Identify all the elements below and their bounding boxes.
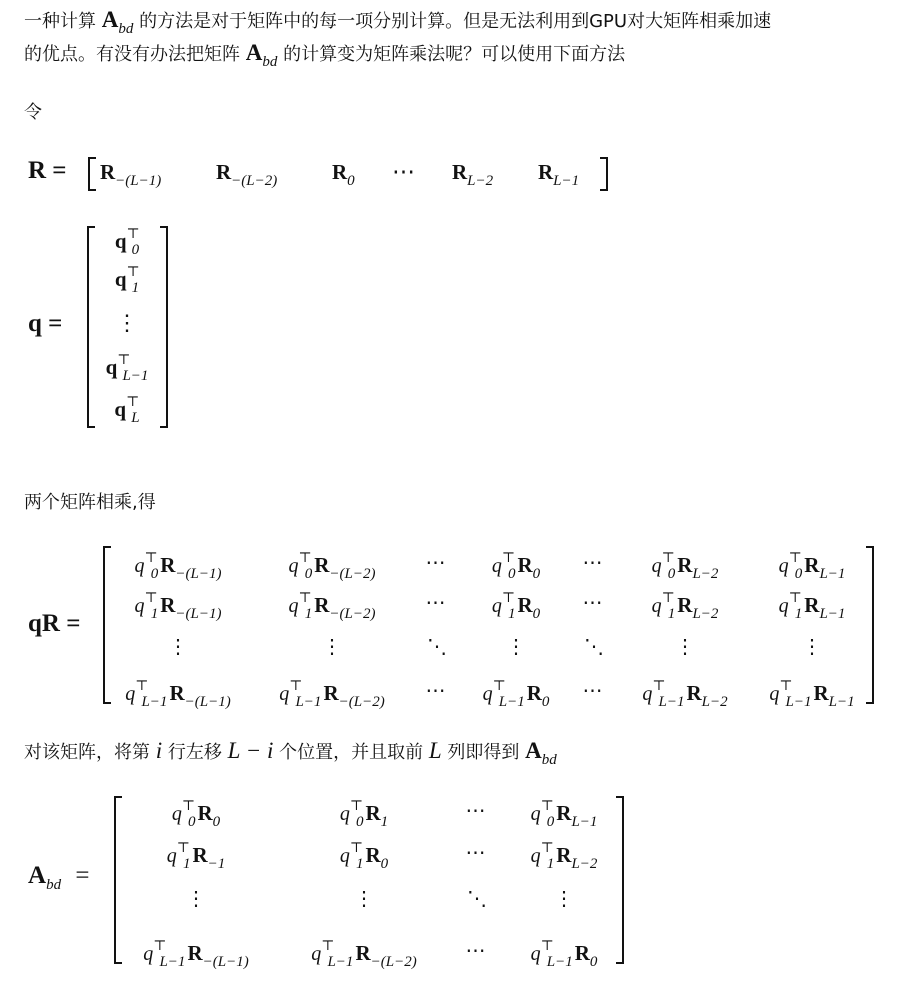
- qR-matrix-cell: $q^⊤_1R_{L-2}$: [651, 591, 719, 622]
- qR-matrix-cell: ⋮: [802, 636, 822, 658]
- Abd-matrix-cell: ⋯: [465, 800, 489, 822]
- qR-matrix-cell: ⋯: [582, 592, 606, 614]
- qR-matrix-cell: ⋮: [322, 636, 342, 658]
- shift-text-c: 个位置，并且取前: [279, 742, 424, 763]
- intro-line-1: [24, 7, 771, 42]
- R-vector-entry: ⋯: [392, 159, 418, 184]
- intro-text-1b: 的方法是对于矩阵中的每一项分别计算。但是无法利用到GPU对大矩阵相乘加速: [139, 11, 772, 32]
- R-vector-entry: $R_0$: [332, 160, 355, 189]
- shift-expr: L − i: [227, 738, 274, 763]
- qR-matrix-cell: $q^⊤_0R_{-(L-2)}$: [288, 551, 376, 582]
- q-vector-entry: $q^⊤_1$: [114, 265, 140, 296]
- R-vector-entry: $R_{-(L-1)}$: [100, 160, 162, 189]
- qR-eq-label: qR =: [28, 610, 81, 637]
- qR-matrix-cell: $q^⊤_0R_{L-1}$: [778, 551, 846, 582]
- shift-i: i: [155, 738, 163, 763]
- qR-matrix-cell: $q^⊤_1R_{L-1}$: [778, 591, 846, 622]
- qR-matrix-cell: $q^⊤_1R_0$: [491, 591, 541, 622]
- qR-matrix-cell: ⋮: [506, 636, 526, 658]
- shift-text-d: 列即得到: [447, 742, 520, 763]
- q-vector-entry: $q^⊤_0$: [114, 227, 140, 258]
- Abd-matrix-cell: ⋯: [465, 842, 489, 864]
- shift-text-a: 对该矩阵，将第: [24, 742, 150, 763]
- Abd-matrix-cell: $q^⊤_0R_0$: [171, 799, 221, 830]
- Abd-matrix-cell: $q^⊤_{L-1}R_0$: [530, 939, 598, 970]
- intro-text-1a: 一种计算: [24, 11, 96, 32]
- R-eq-label: R =: [28, 157, 67, 184]
- qR-matrix-cell: $q^⊤_0R_{-(L-1)}$: [134, 551, 222, 582]
- abd-symbol-inline-2: $A_{bd}$: [245, 40, 278, 70]
- qR-matrix-cell: ⋯: [425, 680, 449, 702]
- qR-matrix-cell: $q^⊤_{L-1}R_0$: [482, 679, 550, 710]
- R-left-bracket: [88, 157, 96, 191]
- qR-right-bracket: [866, 546, 874, 704]
- q-eq-label: q =: [28, 310, 63, 337]
- Abd-matrix-cell: $q^⊤_1R_0$: [339, 841, 389, 872]
- Abd-matrix-cell: ⋮: [186, 888, 206, 910]
- q-left-bracket: [87, 226, 95, 428]
- R-right-bracket: [600, 157, 608, 191]
- Abd-matrix-cell: $q^⊤_1R_{L-2}$: [530, 841, 598, 872]
- q-vector-entry: ⋮: [116, 310, 138, 335]
- multiply-text: 两个矩阵相乘,得: [24, 492, 156, 513]
- shift-L: L: [428, 738, 442, 763]
- shift-text-b: 行左移: [167, 742, 222, 763]
- qR-matrix-cell: $q^⊤_1R_{-(L-2)}$: [288, 591, 376, 622]
- Abd-matrix-cell: $q^⊤_1R_{-1}$: [166, 841, 226, 872]
- qR-matrix-cell: $q^⊤_{L-1}R_{-(L-1)}$: [125, 679, 231, 710]
- Abd-eq-label: $A_{bd}$ =: [28, 862, 90, 893]
- qR-matrix-cell: $q^⊤_{L-1}R_{-(L-2)}$: [279, 679, 385, 710]
- qR-matrix-cell: ⋯: [582, 680, 606, 702]
- Abd-matrix-cell: $q^⊤_{L-1}R_{-(L-2)}$: [311, 939, 417, 970]
- Abd-matrix-cell: $q^⊤_0R_1$: [339, 799, 389, 830]
- shift-text: [24, 738, 557, 773]
- let-word: 令: [24, 102, 42, 123]
- qR-matrix-cell: ⋮: [675, 636, 695, 658]
- intro-text-2a: 的优点。有没有办法把矩阵: [24, 44, 240, 65]
- qR-matrix-cell: $q^⊤_{L-1}R_{L-2}$: [642, 679, 728, 710]
- q-right-bracket: [160, 226, 168, 428]
- qR-matrix-cell: ⋱: [427, 636, 447, 658]
- qR-matrix-cell: $q^⊤_0R_{L-2}$: [651, 551, 719, 582]
- Abd-matrix-cell: $q^⊤_0R_{L-1}$: [530, 799, 598, 830]
- qR-matrix-cell: $q^⊤_1R_{-(L-1)}$: [134, 591, 222, 622]
- qR-matrix-cell: ⋯: [425, 592, 449, 614]
- R-vector-entry: $R_{-(L-2)}$: [216, 160, 278, 189]
- Abd-matrix-cell: $q^⊤_{L-1}R_{-(L-1)}$: [143, 939, 249, 970]
- q-vector-entry: $q^⊤_L$: [114, 395, 140, 426]
- qR-matrix-cell: $q^⊤_0R_0$: [491, 551, 541, 582]
- Abd-matrix-cell: ⋮: [354, 888, 374, 910]
- R-vector-entry: $R_{L-1}$: [538, 160, 580, 189]
- intro-line-2: [24, 40, 625, 75]
- qR-matrix-cell: ⋯: [425, 552, 449, 574]
- Abd-matrix-cell: ⋮: [554, 888, 574, 910]
- intro-text-2b: 的计算变为矩阵乘法呢？可以使用下面方法: [283, 44, 626, 65]
- R-vector-entry: $R_{L-2}$: [452, 160, 494, 189]
- qR-matrix-cell: ⋱: [584, 636, 604, 658]
- qR-matrix-cell: $q^⊤_{L-1}R_{L-1}$: [769, 679, 855, 710]
- Abd-matrix-cell: ⋱: [467, 888, 487, 910]
- shift-abd: $A_{bd}$: [525, 738, 557, 768]
- qR-matrix-cell: ⋯: [582, 552, 606, 574]
- qR-matrix-cell: ⋮: [168, 636, 188, 658]
- Abd-matrix-cell: ⋯: [465, 940, 489, 962]
- abd-symbol-inline: $A_{bd}$: [101, 7, 134, 37]
- q-vector-entry: $q^⊤_{L-1}$: [105, 353, 149, 384]
- Abd-right-bracket: [616, 796, 624, 964]
